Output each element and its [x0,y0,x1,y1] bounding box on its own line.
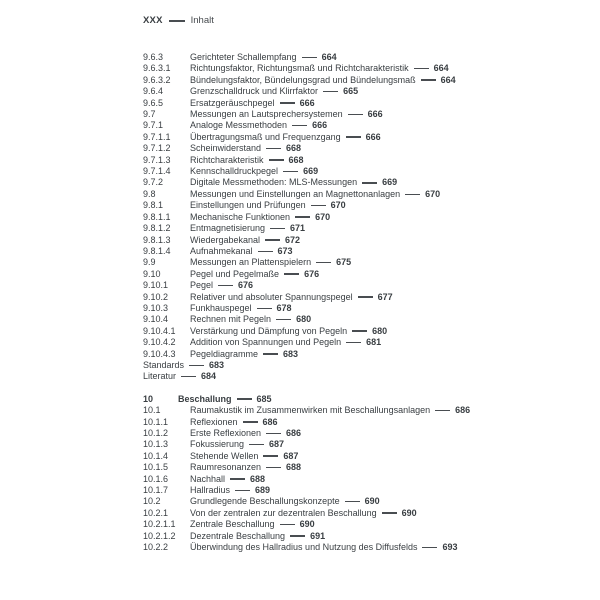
dash-rule [237,398,252,399]
entry-number: 9.7.1.2 [143,143,171,154]
entry-number: 9.8.1.2 [143,223,171,234]
toc-entry [143,75,573,86]
toc-entry [143,223,573,234]
entry-title: Gerichteter Schallempfang [190,52,297,62]
entry-line [190,462,573,473]
entry-number: 10.1.6 [143,473,169,484]
entry-title: Pegeldiagramme [190,348,259,359]
dash-rule [316,262,331,263]
dash-rule [243,421,258,422]
entry-number: 10.1.2 [143,428,169,438]
entry-line [190,120,573,131]
entry-line [190,212,573,223]
entry-page: 666 [299,97,315,108]
entry-line [190,519,573,530]
section-gap [143,383,573,394]
toc-entry [143,212,573,223]
dash-rule [435,410,450,411]
entry-number: 10.1.7 [143,485,169,496]
entry-page: 680 [372,325,388,336]
entry-line [190,63,573,74]
entry-number: 9.7.1.3 [143,154,171,165]
dash-rule [292,125,307,126]
entry-line [190,542,573,553]
toc-entry [143,314,573,325]
entry-title: Messungen und Einstellungen an Magnettonanlagen [190,188,401,199]
toc-entry [143,155,573,166]
entry-page: 664 [440,74,456,85]
toc-entry [143,462,573,473]
entry-title: Scheinwiderstand [190,143,262,154]
entry-page: 666 [367,109,383,120]
dash-rule [362,182,377,183]
dash-rule [276,319,291,320]
entry-title: Digitale Messmethoden: MLS-Messungen [190,177,358,188]
dash-rule [263,455,278,456]
entry-title: Relativer und absoluter Spannungspegel [190,291,353,302]
entry-number: 9.8.1.3 [143,234,171,245]
entry-page: 676 [304,268,320,279]
entry-title: Fokussierung [190,439,245,450]
dash-rule [422,547,437,548]
entry-title: Funkhauspegel [190,302,252,313]
entry-title: Reflexionen [190,416,238,427]
toc-entry [143,189,573,200]
dash-rule [405,194,420,195]
entry-title: Dezentrale Beschallung [190,530,286,541]
entry-title: Grenzschalldruck und Klirrfaktor [190,86,319,97]
entry-number: 9.8 [143,188,156,199]
entry-number: 9.7.1 [143,120,164,131]
entry-title: Hallradius [190,485,231,496]
entry-page: 669 [303,166,319,177]
entry-number: 9.10.1 [143,280,169,291]
entry-line [190,98,573,109]
entry-line [190,269,573,280]
entry-title: Ersatzgeräuschpegel [190,97,275,108]
toc-entry [143,519,573,530]
entry-page: 690 [401,507,417,518]
entry-line [190,314,573,325]
entry-number: 10 [143,393,154,404]
dash-rule [263,353,278,354]
dash-rule [283,171,298,172]
toc-entry [143,177,573,188]
entry-line [190,189,573,200]
entry-page: 668 [288,154,304,165]
toc-entry [143,257,573,268]
entry-number: 10.1.5 [143,462,169,473]
dash-rule [230,478,245,479]
toc-heading: Inhalt [190,15,214,26]
toc-entry [143,531,573,542]
dash-rule [280,524,295,525]
entry-page: 683 [209,359,225,370]
toc-entry [143,394,573,405]
dash-rule [295,216,310,217]
dash-rule [266,467,281,468]
entry-title: Analoge Messmethoden [190,120,288,131]
entry-page: 668 [286,143,302,154]
entry-number: 9.9 [143,257,156,268]
entry-page: 686 [286,428,302,438]
entry-page: 683 [283,348,299,359]
entry-title: Messungen an Plattenspielern [190,257,312,268]
entry-number: 9.6.4 [143,86,164,97]
dash-rule [189,365,204,366]
entry-line [190,428,573,439]
entry-title: Raumakustik im Zusammenwirken mit Beschallungsanlagen [190,405,431,416]
entry-line [190,405,573,416]
toc-entry [143,417,573,428]
entry-line [190,257,573,268]
entry-number: 9.10 [143,268,161,279]
entry-number: 10.1.1 [143,416,169,427]
entry-number: 9.10.4 [143,314,169,325]
entry-number: 9.7.1.1 [143,131,171,142]
entry-page: 670 [425,188,441,199]
toc-entry [143,166,573,177]
header-dash-rule [169,20,185,21]
entry-page: 669 [382,177,398,188]
toc-entry [143,496,573,507]
entry-page: 672 [285,234,301,245]
entry-line [143,360,573,371]
entry-number: 10.2 [143,496,161,507]
entry-title: Beschallung [178,393,232,404]
dash-rule [235,490,250,491]
dash-rule [266,148,281,149]
entry-title: Richtungsfaktor, Richtungsmaß und Richtcharakteristik [190,63,409,74]
toc-entry [143,235,573,246]
entry-number: 10.1.4 [143,450,169,461]
page-header [143,15,214,27]
toc-entry [143,485,573,496]
entry-title: Erste Reflexionen [190,428,262,438]
entry-number: 9.10.3 [143,302,169,313]
entry-page: 676 [238,280,254,291]
entry-line [190,451,573,462]
dash-rule [346,342,361,343]
entry-line [190,200,573,211]
entry-title: Wiedergabekanal [190,234,261,245]
entry-page: 691 [310,530,326,541]
toc-entry [143,474,573,485]
entry-number: 9.7 [143,109,156,120]
entry-title: Übertragungsmaß und Frequenzgang [190,131,341,142]
toc-entry [143,326,573,337]
entry-page: 665 [343,86,359,97]
entry-number: 9.6.3 [143,52,164,62]
entry-line [178,394,573,405]
entry-number: 10.1 [143,405,161,416]
entry-page: 670 [315,211,331,222]
entry-page: 686 [455,405,471,416]
entry-title: Kennschalldruckpegel [190,166,279,177]
dash-rule [358,296,373,297]
entry-line [143,371,573,382]
entry-page: 690 [299,519,315,530]
entry-page: 688 [286,462,302,473]
entry-line [190,326,573,337]
entry-number: 10.2.1 [143,507,169,518]
toc-entry [143,86,573,97]
entry-line [190,86,573,97]
entry-number: 9.10.4.2 [143,337,176,348]
entry-number: 9.6.5 [143,97,164,108]
entry-title: Zentrale Beschallung [190,519,275,530]
toc-entry [143,360,573,371]
entry-title: Grundlegende Beschallungskonzepte [190,496,340,507]
entry-line [190,508,573,519]
toc-entry [143,63,573,74]
toc-entry [143,246,573,257]
dash-rule [311,205,326,206]
entry-line [190,485,573,496]
entry-title: Von der zentralen zur dezentralen Beschallung [190,507,377,518]
dash-rule [421,79,436,80]
dash-rule [258,251,273,252]
entry-number: 9.8.1.4 [143,245,171,256]
entry-line [190,109,573,120]
entry-line [190,349,573,360]
entry-page: 678 [276,302,292,313]
entry-number: 9.6.3.1 [143,63,171,74]
entry-page: 693 [442,542,458,553]
toc-entry [143,280,573,291]
entry-title: Messungen an Lautsprechersystemen [190,109,343,120]
dash-rule [323,91,338,92]
entry-title: Einstellungen und Prüfungen [190,200,306,211]
dash-rule [302,57,317,58]
toc-entry [143,269,573,280]
entry-line [190,337,573,348]
entry-line [190,52,573,63]
dash-rule [181,376,196,377]
toc-entry [143,303,573,314]
entry-page: 673 [277,245,293,256]
toc-entry [143,428,573,439]
entry-page: 686 [262,416,278,427]
entry-line [190,474,573,485]
entry-line [190,417,573,428]
entry-line [190,235,573,246]
entry-title: Überwindung des Hallradius und Nutzung des Diffusfelds [190,542,418,553]
dash-rule [352,330,367,331]
entry-page: 684 [201,371,217,382]
entry-line [190,292,573,303]
entry-line [190,303,573,314]
toc-entry [143,451,573,462]
entry-number: 10.2.1.2 [143,530,176,541]
entry-line [190,531,573,542]
dash-rule [265,239,280,240]
entry-number: 9.7.2 [143,177,164,188]
entry-number: 9.8.1 [143,200,164,211]
entry-title: Nachhall [190,473,226,484]
toc-entry [143,200,573,211]
entry-page: 664 [433,63,449,74]
entry-number: 10.1.3 [143,439,169,450]
toc-entry [143,371,573,382]
entry-line [190,177,573,188]
entry-line [190,223,573,234]
entry-page: 687 [283,450,299,461]
entry-page: 670 [330,200,346,211]
dash-rule [269,159,284,160]
entry-title: Mechanische Funktionen [190,211,291,222]
entry-page: 685 [256,393,272,404]
entry-number: 9.7.1.4 [143,166,171,177]
dash-rule [345,501,360,502]
entry-page: 675 [336,257,352,268]
entry-title: Richtcharakteristik [190,154,264,165]
dash-rule [266,433,281,434]
toc-entry [143,109,573,120]
entry-number: 10.2.1.1 [143,519,176,530]
entry-title: Aufnahmekanal [190,245,253,256]
entry-title: Entmagnetisierung [190,223,266,234]
toc-entry [143,98,573,109]
dash-rule [346,136,361,137]
entry-page: 681 [366,337,382,348]
dash-rule [382,512,397,513]
dash-rule [284,273,299,274]
toc-entry [143,120,573,131]
entry-page: 666 [365,131,381,142]
entry-page: 677 [377,291,393,302]
dash-rule [280,102,295,103]
entry-line [190,439,573,450]
entry-number: 9.10.2 [143,291,169,302]
toc-entry [143,52,573,63]
page-number-label: XXX [143,15,163,26]
entry-number: 9.6.3.2 [143,74,171,85]
entry-title: Verstärkung und Dämpfung von Pegeln [190,325,348,336]
entry-number: 9.10.4.3 [143,348,176,359]
toc-entry [143,439,573,450]
entry-page: 689 [255,485,271,496]
entry-page: 680 [296,314,312,325]
entry-line [190,246,573,257]
entry-line [190,75,573,86]
entry-page: 671 [290,223,306,234]
entry-title: Standards [143,359,185,370]
toc-entry [143,132,573,143]
dash-rule [348,114,363,115]
entry-page: 664 [321,52,337,62]
entry-line [190,155,573,166]
toc-entry [143,542,573,553]
entry-page: 666 [312,120,328,131]
entry-number: 9.10.4.1 [143,325,176,336]
toc-entry [143,337,573,348]
entry-title: Addition von Spannungen und Pegeln [190,337,342,348]
entry-line [190,166,573,177]
dash-rule [270,228,285,229]
entry-page: 690 [364,496,380,507]
entry-page: 688 [250,473,266,484]
entry-line [190,143,573,154]
entry-page: 687 [269,439,285,450]
entry-line [190,496,573,507]
toc-entry [143,292,573,303]
toc-entry [143,508,573,519]
entry-line [190,132,573,143]
entry-number: 10.2.2 [143,542,169,553]
entry-number: 9.8.1.1 [143,211,171,222]
toc-entry [143,143,573,154]
dash-rule [218,285,233,286]
entry-title: Raumresonanzen [190,462,262,473]
dash-rule [414,68,429,69]
entry-line [190,280,573,291]
entry-title: Pegel und Pegelmaße [190,268,280,279]
toc-entry [143,349,573,360]
entry-title: Bündelungsfaktor, Bündelungsgrad und Bündelungsmaß [190,74,416,85]
entry-title: Literatur [143,371,177,382]
dash-rule [290,535,305,536]
dash-rule [257,308,272,309]
toc-entry [143,405,573,416]
dash-rule [249,444,264,445]
entry-title: Stehende Wellen [190,450,259,461]
entry-title: Rechnen mit Pegeln [190,314,272,325]
entry-title: Pegel [190,280,214,291]
toc-list [143,52,573,553]
